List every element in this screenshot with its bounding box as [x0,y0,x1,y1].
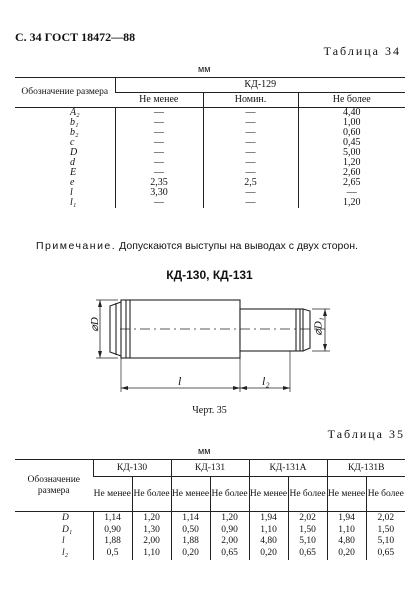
col-header-designation: Обозначение размера [15,460,93,512]
table-row: A₂ — — 4,40 [15,108,405,119]
sub-header-min: Не менее [327,477,366,512]
group-header: КД-131 [171,460,249,477]
table-unit: мм [198,64,211,74]
note-prefix: Примечание. [36,240,117,252]
sub-header-max: Не более [366,477,405,512]
sub-header-min: Не менее [115,93,203,108]
dim-label-diameter: ⌀D [88,317,101,332]
sub-header-min: Не менее [171,477,210,512]
sub-header-max: Не более [298,93,405,108]
table-row: e 2,35 2,5 2,65 [15,178,405,188]
table-row: l₁ — — 1,20 [15,198,405,208]
sub-header-nom: Номин. [203,93,298,108]
table-row: d — — 1,20 [15,158,405,168]
sub-header-min: Не менее [93,477,132,512]
sub-header-max: Не более [210,477,249,512]
dim-label-diameter-1: ⌀D₁ [312,317,325,336]
diode-drawing [0,280,419,400]
table-row: l 3,30 — — [15,188,405,198]
page-header: С. 34 ГОСТ 18472—88 [15,30,136,44]
note-text: Допускаются выступы на выводах с двух сторон. [119,240,358,252]
table-row: l₂ 0,5 1,10 0,20 0,65 0,20 0,65 0,20 0,65 [15,547,405,560]
group-header: КД-131В [327,460,405,477]
table-row: l 1,88 2,00 1,88 2,00 4,80 5,10 4,80 5,10 [15,536,405,547]
sub-header-max: Не более [132,477,171,512]
section-title: КД-130, КД-131 [166,268,253,282]
table-unit: мм [198,446,211,456]
table-row: D 1,14 1,20 1,14 1,20 1,94 2,02 1,94 2,02 [15,512,405,525]
table-35 [15,460,405,560]
table-note [36,240,358,252]
table-caption: Таблица 34 [323,44,401,58]
sub-header-max: Не более [288,477,327,512]
table-row: D₁ 0,90 1,30 0,50 0,90 1,10 1,50 1,10 1,50 [15,525,405,536]
drawing-caption: Черт. 35 [192,405,227,416]
table-row: b₂ — — 0,60 [15,128,405,138]
table-row: E — — 2,60 [15,168,405,178]
group-header: КД-131А [249,460,327,477]
table-34 [15,78,405,208]
table-caption: Таблица 35 [327,427,405,441]
col-header-designation: Обозначение размера [15,78,115,108]
group-header: КД-130 [93,460,171,477]
table-row: D — — 5,00 [15,148,405,158]
table-row: c — — 0,45 [15,138,405,148]
table-row: b₁ — — 1,00 [15,118,405,128]
dim-label-length: l [178,374,182,388]
group-header: КД-129 [115,78,405,93]
dim-label-length-2: l₂ [262,374,270,388]
sub-header-min: Не менее [249,477,288,512]
